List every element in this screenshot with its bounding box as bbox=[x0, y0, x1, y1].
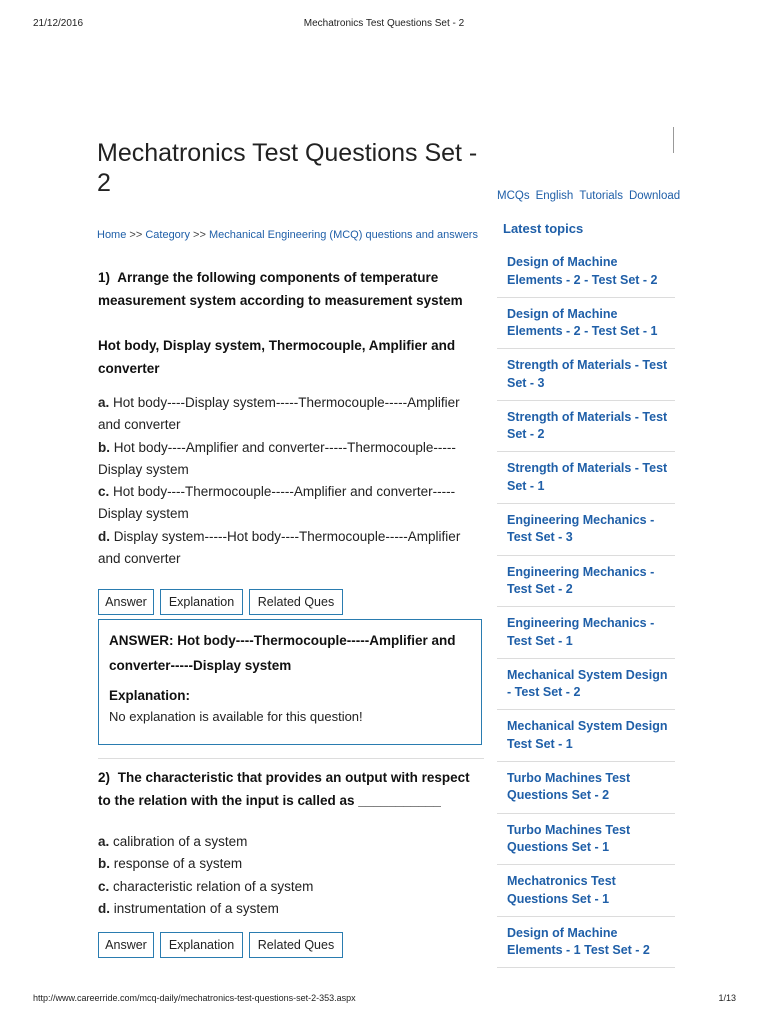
explanation-heading: Explanation: bbox=[109, 688, 191, 703]
breadcrumb bbox=[97, 229, 482, 242]
question-1 bbox=[98, 266, 484, 570]
answer-text: ANSWER: Hot body----Thermocouple-----Amplifier and converter-----Display system bbox=[109, 633, 456, 673]
explanation-text: No explanation is available for this question! bbox=[109, 709, 363, 724]
breadcrumb-section-link[interactable]: Mechanical Engineering (MCQ) questions and answers bbox=[208, 229, 478, 241]
option-text: characteristic relation of a system bbox=[113, 878, 314, 894]
topic-link[interactable]: Engineering Mechanics - Test Set - 2 bbox=[497, 556, 675, 608]
question-2-text bbox=[98, 766, 484, 812]
option-text: Display system-----Hot body----Thermocouple-----Amplifier and converter bbox=[98, 528, 461, 567]
option-text: response of a system bbox=[113, 856, 243, 872]
topic-link[interactable]: Mechanical System Design Test Set - 1 bbox=[497, 710, 675, 762]
topic-link[interactable]: Design of Machine Elements - 1 Test Set - 2 bbox=[497, 917, 675, 969]
topic-link[interactable]: Mechatronics Test Questions Set - 1 bbox=[497, 865, 675, 917]
print-date: 21/12/2016 bbox=[33, 18, 84, 29]
topic-link[interactable]: Strength of Materials - Test Set - 3 bbox=[497, 349, 675, 401]
option-text: Hot body----Amplifier and converter-----Thermocouple-----Display system bbox=[98, 439, 456, 477]
option-c bbox=[98, 481, 484, 526]
topic-link[interactable]: Mechanical System Design - Test Set - 2 bbox=[497, 659, 675, 711]
question-1-number: 1) bbox=[98, 270, 111, 285]
option-b bbox=[98, 853, 484, 875]
question-1-tabs bbox=[98, 589, 343, 615]
nav-download-link[interactable]: Download bbox=[628, 190, 681, 202]
print-url: http://www.careerride.com/mcq-daily/mechatronics-test-questions-set-2-353.aspx bbox=[33, 993, 356, 1003]
explanation-tab[interactable]: Explanation bbox=[160, 589, 243, 615]
breadcrumb-separator: >> bbox=[193, 229, 206, 241]
breadcrumb-separator: >> bbox=[129, 229, 143, 241]
breadcrumb-home-link[interactable]: Home bbox=[97, 229, 127, 241]
nav-english-link[interactable]: English bbox=[535, 190, 574, 202]
topic-link[interactable]: Design of Machine Elements - 2 - Test Set - 2 bbox=[497, 246, 675, 298]
sidebar-divider bbox=[673, 127, 674, 153]
topic-link[interactable]: Strength of Materials - Test Set - 2 bbox=[497, 401, 675, 453]
explanation-tab[interactable]: Explanation bbox=[160, 932, 243, 958]
topic-link[interactable]: Engineering Mechanics - Test Set - 1 bbox=[497, 607, 675, 659]
option-text: calibration of a system bbox=[113, 834, 248, 849]
option-a bbox=[98, 392, 484, 437]
topic-link[interactable]: Turbo Machines Test Questions Set - 2 bbox=[497, 762, 675, 814]
related-questions-tab[interactable]: Related Ques bbox=[249, 932, 343, 958]
option-label: d. bbox=[98, 900, 110, 916]
option-label: c. bbox=[98, 878, 110, 894]
question-2-number: 2) bbox=[98, 770, 111, 785]
option-label: a. bbox=[98, 834, 110, 849]
answer-tab[interactable]: Answer bbox=[98, 589, 154, 615]
breadcrumb-category-link[interactable]: Category bbox=[145, 229, 190, 241]
nav-tutorials-link[interactable]: Tutorials bbox=[579, 190, 623, 202]
topic-link[interactable]: Engineering Mechanics - Test Set - 3 bbox=[497, 504, 675, 556]
option-label: b. bbox=[98, 856, 110, 872]
topic-link[interactable]: Turbo Machines Test Questions Set - 1 bbox=[497, 814, 675, 866]
answer-panel bbox=[98, 619, 482, 745]
option-label: c. bbox=[98, 484, 110, 500]
option-label: a. bbox=[98, 395, 110, 410]
page-title: Mechatronics Test Questions Set - 2 bbox=[97, 139, 478, 197]
option-d bbox=[98, 898, 484, 920]
option-c bbox=[98, 876, 484, 898]
topic-link[interactable]: Strength of Materials - Test Set - 1 bbox=[497, 452, 675, 504]
answer-tab[interactable]: Answer bbox=[98, 932, 154, 958]
latest-topics-list bbox=[497, 246, 675, 968]
nav-mcqs-link[interactable]: MCQs bbox=[497, 190, 530, 202]
option-text: Hot body----Thermocouple-----Amplifier and converter-----Display system bbox=[98, 484, 456, 522]
question-1-options bbox=[98, 392, 484, 570]
question-1-body: Arrange the following components of temperature measurement system according to measurement system bbox=[98, 270, 463, 308]
print-page-title: Mechatronics Test Questions Set - 2 bbox=[303, 18, 465, 29]
option-label: b. bbox=[98, 439, 110, 455]
option-a bbox=[98, 831, 484, 853]
question-2 bbox=[98, 766, 484, 920]
option-d bbox=[98, 526, 484, 571]
related-questions-tab[interactable]: Related Ques bbox=[249, 589, 343, 615]
option-text: instrumentation of a system bbox=[113, 900, 279, 916]
question-1-subtext: Hot body, Display system, Thermocouple, Amplifier and converter bbox=[98, 338, 456, 376]
question-2-tabs bbox=[98, 932, 343, 958]
option-text: Hot body----Display system-----Thermocouple-----Amplifier and converter bbox=[98, 395, 460, 433]
print-page-number: 1/13 bbox=[718, 993, 736, 1003]
question-2-options bbox=[98, 831, 484, 920]
topic-link[interactable]: Design of Machine Elements - 2 - Test Set - 1 bbox=[497, 298, 675, 350]
question-1-text bbox=[98, 266, 484, 312]
question-divider bbox=[98, 758, 484, 759]
option-label: d. bbox=[98, 528, 110, 544]
question-2-body: The characteristic that provides an output with respect to the relation with the input is called as ___________ bbox=[98, 770, 470, 808]
sidebar-nav bbox=[497, 190, 681, 206]
option-b bbox=[98, 437, 484, 482]
latest-topics-heading: Latest topics bbox=[503, 221, 584, 236]
